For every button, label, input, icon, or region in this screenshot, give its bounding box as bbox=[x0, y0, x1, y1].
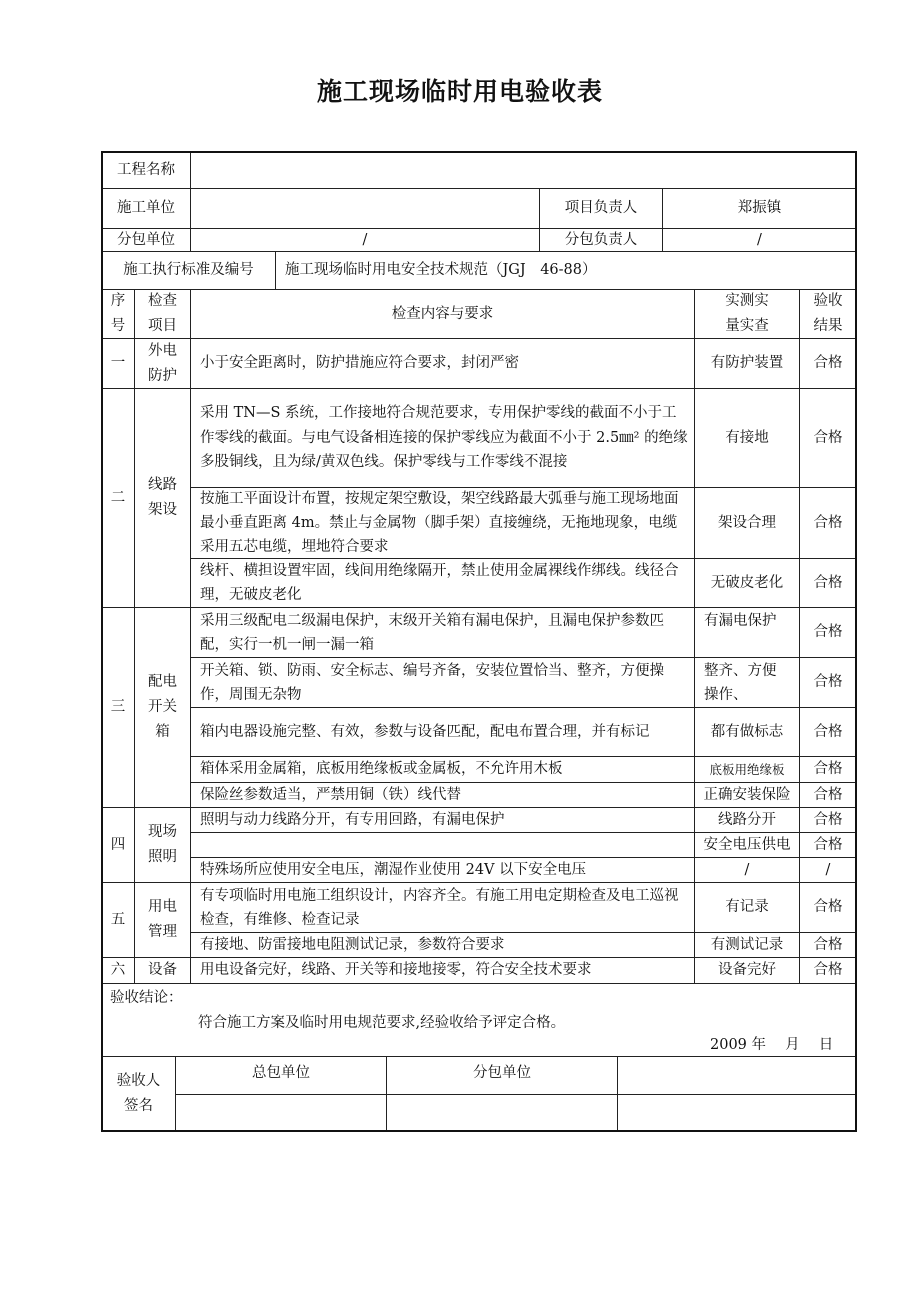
signature-label bbox=[101, 1056, 176, 1132]
section-1-seq: 一 bbox=[101, 338, 135, 389]
project-manager-label: 项目负责人 bbox=[539, 188, 663, 229]
section-2-item bbox=[134, 388, 191, 608]
table-row-result[interactable]: 合格 bbox=[799, 932, 857, 958]
third-party-signature-field[interactable] bbox=[617, 1094, 857, 1132]
signature-label-l2: 签名 bbox=[124, 1098, 153, 1114]
table-row-content: 线杆、横担设置牢固，线间用绝缘隔开，禁止使用金属裸线作绑线。线径合理，无破皮老化 bbox=[190, 558, 695, 608]
section-3-item-l2: 开关 bbox=[148, 699, 177, 715]
table-row-measured[interactable]: 底板用绝缘板 bbox=[694, 756, 800, 783]
section-5-item bbox=[134, 882, 191, 958]
standard-field[interactable]: 施工现场临时用电安全技术规范（JGJ 46-88） bbox=[275, 251, 857, 290]
construction-unit-label: 施工单位 bbox=[101, 188, 191, 229]
table-row-measured[interactable]: 线路分开 bbox=[694, 807, 800, 833]
section-6-item: 设备 bbox=[134, 957, 191, 984]
table-row-content: 小于安全距离时，防护措施应符合要求，封闭严密 bbox=[190, 338, 695, 389]
col-header-content: 检查内容与要求 bbox=[190, 289, 695, 339]
table-row-content: 开关箱、锁、防雨、安全标志、编号齐备，安装位置恰当、整齐，方便操作，周围无杂物 bbox=[190, 657, 695, 708]
table-row-content: 按施工平面设计布置，按规定架空敷设，架空线路最大弧垂与施工现场地面最小垂直距离 4m。禁止与金属物（脚手架）直接缠绕，无拖地现象，电缆采用五芯电缆，埋地符合要求 bbox=[190, 487, 695, 559]
subcontract-unit-field[interactable]: / bbox=[190, 228, 540, 252]
col-header-result-l1: 验收 bbox=[813, 293, 843, 309]
construction-unit-field[interactable] bbox=[190, 188, 540, 229]
table-row-content: 采用 TN—S 系统，工作接地符合规范要求，专用保护零线的截面不小于工作零线的截面。与电气设备相连接的保护零线应为截面不小于 2.5㎜² 的绝缘多股铜线，且为绿/黄双色线。保护零线与工作零线不混接 bbox=[190, 388, 695, 488]
col-header-seq-l1: 序 bbox=[110, 293, 126, 309]
table-row-result[interactable]: 合格 bbox=[799, 756, 857, 783]
section-4-item-l1: 现场 bbox=[148, 824, 177, 840]
third-party-label bbox=[617, 1056, 857, 1095]
table-row-result[interactable]: 合格 bbox=[799, 707, 857, 757]
section-5-item-l1: 用电 bbox=[148, 899, 177, 915]
section-4-item bbox=[134, 807, 191, 883]
table-row-content: 保险丝参数适当，严禁用铜（铁）线代替 bbox=[190, 782, 695, 808]
subcontract-manager-label: 分包负责人 bbox=[539, 228, 663, 252]
section-4-item-l2: 照明 bbox=[148, 849, 177, 865]
subcontractor-signature-field[interactable] bbox=[386, 1094, 618, 1132]
conclusion-text[interactable]: 符合施工方案及临时用电规范要求,经验收给予评定合格。 bbox=[198, 1015, 566, 1031]
table-row-content: 有接地、防雷接地电阻测试记录，参数符合要求 bbox=[190, 932, 695, 958]
col-header-measured-l1: 实测实 bbox=[725, 293, 769, 309]
table-row-measured[interactable]: 安全电压供电 bbox=[694, 832, 800, 858]
table-row-content: 照明与动力线路分开，有专用回路，有漏电保护 bbox=[190, 807, 695, 833]
table-row-result[interactable]: 合格 bbox=[799, 832, 857, 858]
col-header-result-l2: 结果 bbox=[813, 318, 843, 334]
conclusion-label: 验收结论： bbox=[110, 990, 183, 1006]
section-2-item-l1: 线路 bbox=[148, 477, 177, 493]
table-row-content: 特殊场所应使用安全电压，潮湿作业使用 24V 以下安全电压 bbox=[190, 857, 695, 883]
section-1-item bbox=[134, 338, 191, 389]
general-contractor-label: 总包单位 bbox=[175, 1056, 387, 1095]
table-row-measured[interactable]: 正确安装保险 bbox=[694, 782, 800, 808]
section-6-seq: 六 bbox=[101, 957, 135, 984]
col-header-item-l1: 检查 bbox=[148, 293, 177, 309]
table-row-result[interactable]: 合格 bbox=[799, 957, 857, 984]
table-row-result[interactable]: 合格 bbox=[799, 487, 857, 559]
conclusion-date[interactable]: 2009 年 月 日 bbox=[710, 1037, 834, 1053]
table-row-measured[interactable]: 整齐、方便操作、 bbox=[694, 657, 800, 708]
table-row-measured[interactable]: 无破皮老化 bbox=[694, 558, 800, 608]
section-3-item-l3: 箱 bbox=[155, 724, 170, 740]
col-header-item bbox=[134, 289, 191, 339]
table-row-content: 箱内电器设施完整、有效，参数与设备匹配，配电布置合理，并有标记 bbox=[190, 707, 695, 757]
section-5-item-l2: 管理 bbox=[148, 924, 177, 940]
table-row-content: 有专项临时用电施工组织设计，内容齐全。有施工用电定期检查及电工巡视检查，有维修、检查记录 bbox=[190, 882, 695, 933]
table-row-result[interactable]: 合格 bbox=[799, 657, 857, 708]
table-row-result[interactable]: 合格 bbox=[799, 388, 857, 488]
table-row-measured[interactable]: 有防护装置 bbox=[694, 338, 800, 389]
table-row-measured[interactable]: 有接地 bbox=[694, 388, 800, 488]
col-header-measured-l2: 量实查 bbox=[725, 318, 769, 334]
section-1-item-l2: 防护 bbox=[148, 367, 177, 384]
section-3-item-l1: 配电 bbox=[148, 674, 177, 690]
table-row-content: 用电设备完好，线路、开关等和接地接零，符合安全技术要求 bbox=[190, 957, 695, 984]
table-row-measured[interactable]: / bbox=[694, 857, 800, 883]
col-header-seq-l2: 号 bbox=[110, 318, 126, 334]
page-title: 施工现场临时用电验收表 bbox=[316, 77, 603, 106]
table-row-result[interactable]: 合格 bbox=[799, 558, 857, 608]
table-row-measured[interactable]: 有测试记录 bbox=[694, 932, 800, 958]
general-contractor-signature-field[interactable] bbox=[175, 1094, 387, 1132]
table-row-result[interactable]: 合格 bbox=[799, 338, 857, 389]
table-row-result[interactable]: 合格 bbox=[799, 782, 857, 808]
table-row-content bbox=[190, 832, 695, 858]
table-row-measured[interactable]: 都有做标志 bbox=[694, 707, 800, 757]
project-manager-field[interactable]: 郑振镇 bbox=[662, 188, 857, 229]
table-row-measured[interactable]: 有漏电保护 bbox=[694, 607, 800, 658]
table-row-result[interactable]: / bbox=[799, 857, 857, 883]
section-3-item bbox=[134, 607, 191, 808]
section-2-item-l2: 架设 bbox=[148, 502, 177, 518]
section-5-seq: 五 bbox=[101, 882, 135, 958]
section-2-seq: 二 bbox=[101, 388, 135, 608]
subcontract-unit-label: 分包单位 bbox=[101, 228, 191, 252]
table-row-measured[interactable]: 有记录 bbox=[694, 882, 800, 933]
section-4-seq: 四 bbox=[101, 807, 135, 883]
col-header-result bbox=[799, 289, 857, 339]
standard-label: 施工执行标准及编号 bbox=[101, 251, 276, 290]
project-name-label: 工程名称 bbox=[101, 151, 191, 189]
table-row-result[interactable]: 合格 bbox=[799, 882, 857, 933]
col-header-seq bbox=[101, 289, 135, 339]
table-row-content: 采用三级配电二级漏电保护，末级开关箱有漏电保护，且漏电保护参数匹配，实行一机一闸一漏一箱 bbox=[190, 607, 695, 658]
subcontract-manager-field[interactable]: / bbox=[662, 228, 857, 252]
signature-label-l1: 验收人 bbox=[116, 1073, 161, 1089]
table-row-measured[interactable]: 架设合理 bbox=[694, 487, 800, 559]
section-1-item-l1: 外电 bbox=[148, 342, 177, 359]
table-row-result[interactable]: 合格 bbox=[799, 807, 857, 833]
table-row-measured[interactable]: 设备完好 bbox=[694, 957, 800, 984]
table-row-content: 箱体采用金属箱，底板用绝缘板或金属板，不允许用木板 bbox=[190, 756, 695, 783]
col-header-item-l2: 项目 bbox=[148, 318, 177, 334]
project-name-field[interactable] bbox=[190, 151, 857, 189]
section-3-seq: 三 bbox=[101, 607, 135, 808]
table-row-result[interactable]: 合格 bbox=[799, 607, 857, 658]
subcontractor-label: 分包单位 bbox=[386, 1056, 618, 1095]
col-header-measured bbox=[694, 289, 800, 339]
